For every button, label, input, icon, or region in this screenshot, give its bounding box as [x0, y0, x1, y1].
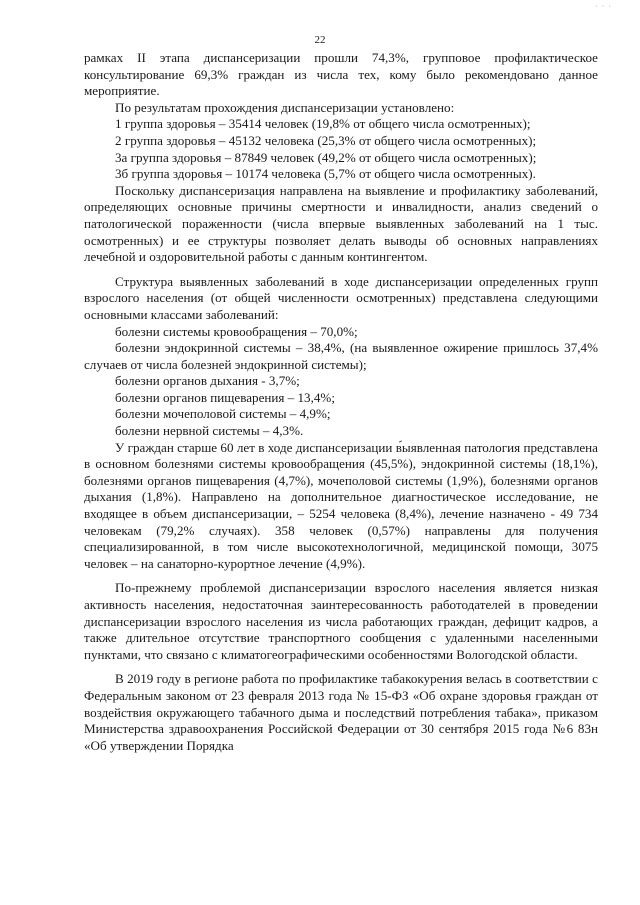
disease-nervous: болезни нервной системы – 4,3%.	[115, 423, 304, 439]
paragraph-continuation: рамках II этапа диспансеризации прошли 74,3%, групповое профилактическое консультирование 69,3% граждан из числа тех, кому было рекомендовано данное мероприятие.	[84, 50, 598, 99]
paragraph-pathology-analysis: Поскольку диспансеризация направлена на выявление и профилактику заболеваний, определяющих основные причины смертности и инвалидности, анализ сведений о патологической пораженности (числа впервые выявленных заболеваний на 1 тыс. осмотренных) и ее структуры позволяет делать выводы об основных направлениях лечебной и оздоровительной работы с данным контингентом.	[84, 182, 598, 265]
disease-circulatory: болезни системы кровообращения – 70,0%;	[115, 323, 358, 339]
health-group-2: 2 группа здоровья – 45132 человека (25,3% от общего числа осмотренных);	[115, 132, 537, 148]
paragraph-disease-structure: Структура выявленных заболеваний в ходе диспансеризации определенных групп взрослого населения (от общей численности осмотренных) представлена следующими основными классами заболеваний:	[84, 273, 598, 322]
scan-mark: · · ·	[595, 2, 612, 11]
page-number: 22	[314, 34, 326, 46]
disease-digestive: болезни органов пищеварения – 13,4%;	[115, 389, 335, 405]
disease-endocrine: болезни эндокринной системы – 38,4%, (на выявленное ожирение пришлось 37,4% случаев от числа болезней эндокринной системы);	[84, 340, 598, 372]
health-group-1: 1 группа здоровья – 35414 человек (19,8% от общего числа осмотренных);	[115, 116, 531, 132]
paragraph-results-intro: По результатам прохождения диспансеризации установлено:	[115, 99, 455, 115]
paragraph-over-60: У граждан старше 60 лет в ходе диспансеризации выявленная патология представлена в основном болезнями системы кровообращения (45,5%), эндокринной системы (18,1%), болезнями органов пищеварения (4,7%), мочеполовой системы (1,9%), болезнями органов дыхания (1,8%). Направлено на дополнительное диагностическое исследование, не входящее в объем диспансеризации, – 5254 человека (8,4%), лечение назначено - 49 734 человекам (79,2% случаях). 358 человек (0,57%) направлены для получения специализированной, в том числе высокотехнологичной, медицинской помощи, 3075 человек – на санаторно-курортное лечение (4,9%).	[84, 439, 598, 571]
body-text	[84, 50, 598, 754]
disease-respiratory: болезни органов дыхания - 3,7%;	[115, 373, 300, 389]
disease-genitourinary: болезни мочеполовой системы – 4,9%;	[115, 406, 331, 422]
health-group-3a: 3а группа здоровья – 87849 человек (49,2% от общего числа осмотренных);	[115, 149, 537, 165]
paragraph-tobacco: В 2019 году в регионе работа по профилактике табакокурения велась в соответствии с Федеральным законом от 23 февраля 2013 года № 15-ФЗ «Об охране здоровья граждан от воздействия окружающего табачного дыма и последствий потребления табака», приказом Министерства здравоохранения Российской Федерации от 30 сентября 2015 года №6 83н «Об утверждении Порядка	[84, 671, 598, 753]
paragraph-problems: По-прежнему проблемой диспансеризации взрослого населения является низкая активность населения, недостаточная заинтересованность работодателей в проведении диспансеризации взрослого населения из числа работающих граждан, дефицит кадров, а также длительное отсутствие транспортного сообщения с удаленными населенными пунктами, что связано с климатогеографическими особенностями Вологодской области.	[84, 580, 598, 662]
health-group-3b: 3б группа здоровья – 10174 человека (5,7% от общего числа осмотренных).	[115, 166, 536, 182]
